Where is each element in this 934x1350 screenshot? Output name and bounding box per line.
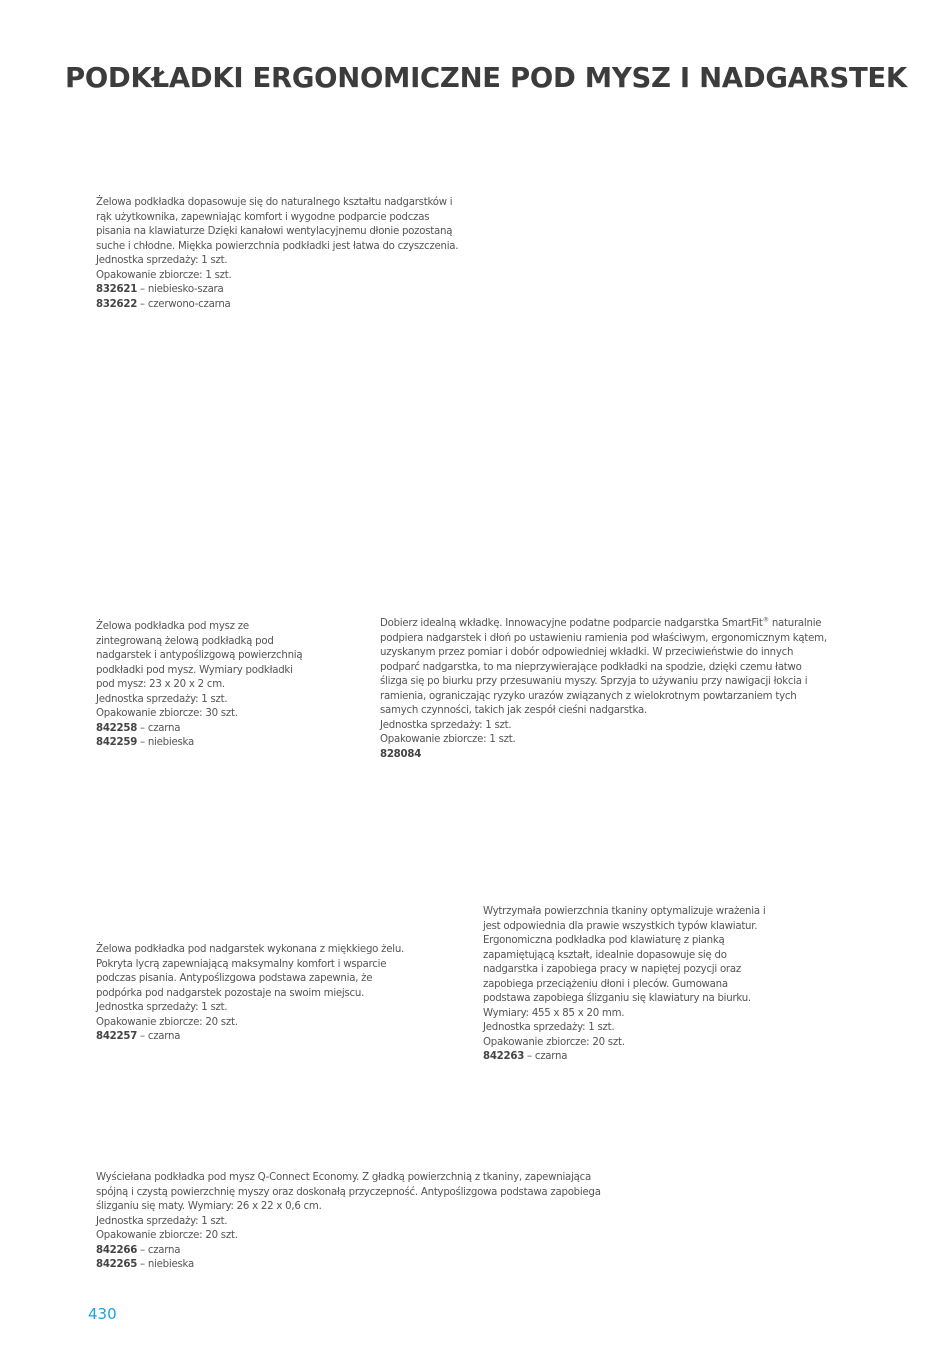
product-code: 842258 — [96, 722, 138, 734]
product-block-smartfit-wrist-support — [380, 617, 832, 762]
variant-label: – niebiesko-szara — [137, 284, 224, 295]
unit-sale: Jednostka sprzedaży: 1 szt. — [483, 1022, 615, 1033]
page-title: PODKŁADKI ERGONOMICZNE POD MYSZ I NADGARSTEK — [65, 62, 907, 94]
product-description: Dobierz idealną wkładkę. Innowacyjne podatne podparcie nadgarstka SmartFit® naturalnie podpiera nadgarstek i dłoń po ustawieniu ramienia pod właściwym, ergonomicznym kątem, uzyskanym przez pomiar i dobór odpowiedniej wkładki. W przeciwieństwie do innych podparć nadgarstka, to ma nieprzywierające podkładki na spodzie, dzięki czemu łatwo ślizga się po biurku przy przesuwaniu myszy. Sprzyja to używaniu przy nawigacji łokcia i ramienia, ograniczając ryzyko urazów związanych z wielokrotnym powtarzaniem tych samych czynności, takich jak zespół cieśni nadgarstka. — [380, 615, 827, 716]
product-code: 842266 — [96, 1244, 138, 1256]
variant-row — [96, 722, 314, 737]
product-block-keyboard-wrist-rest — [483, 905, 773, 1065]
page-number: 430 — [88, 1305, 117, 1323]
product-description: Żelowa podkładka pod mysz ze zintegrowaną żelową podkładką pod nadgarstek i antypoślizgową powierzchnią podkładki pod mysz. Wymiary podkładki pod mysz: 23 x 20 x 2 cm. — [96, 621, 303, 690]
variant-label: – czarna — [524, 1051, 568, 1062]
packaging: Opakowanie zbiorcze: 1 szt. — [96, 269, 232, 281]
product-code: 832621 — [96, 284, 138, 295]
unit-sale: Jednostka sprzedaży: 1 szt. — [96, 1002, 228, 1013]
unit-sale: Jednostka sprzedaży: 1 szt. — [96, 255, 228, 266]
variant-label: – czerwono-czarna — [137, 298, 231, 310]
variant-label: – niebieska — [137, 1259, 194, 1270]
variant-row — [96, 1030, 418, 1045]
packaging: Opakowanie zbiorcze: 20 szt. — [483, 1036, 625, 1048]
product-code: 832622 — [96, 298, 138, 310]
packaging: Opakowanie zbiorcze: 20 szt. — [96, 1230, 238, 1241]
product-code: 828084 — [380, 748, 422, 760]
unit-sale: Jednostka sprzedaży: 1 szt. — [96, 693, 228, 705]
packaging: Opakowanie zbiorcze: 1 szt. — [380, 734, 516, 745]
variant-row — [96, 298, 464, 313]
variant-label: – czarna — [137, 722, 181, 734]
product-code: 842259 — [96, 737, 138, 748]
product-code: 842265 — [96, 1259, 138, 1270]
variant-row — [380, 748, 832, 763]
packaging: Opakowanie zbiorcze: 20 szt. — [96, 1016, 238, 1028]
product-block-gel-wrist-rest — [96, 196, 464, 312]
variant-label: – czarna — [137, 1244, 181, 1256]
packaging: Opakowanie zbiorcze: 30 szt. — [96, 708, 238, 719]
product-block-gel-wrist-rest-lycra — [96, 943, 418, 1045]
variant-label: – niebieska — [137, 737, 194, 748]
product-description: Wyściełana podkładka pod mysz Q-Connect Economy. Z gładką powierzchnią z tkaniny, zapewniająca spójną i czystą powierzchnię myszy oraz doskonałą przyczepność. Antypoślizgowa podstawa zapobiega ślizganiu się maty. Wymiary: 26 x 22 x 0,6 cm. — [96, 1172, 601, 1212]
product-block-economy-mouse-pad — [96, 1171, 620, 1273]
variant-row — [96, 1258, 620, 1273]
unit-sale: Jednostka sprzedaży: 1 szt. — [96, 1215, 228, 1227]
product-code: 842263 — [483, 1051, 525, 1062]
product-block-gel-mouse-pad — [96, 620, 314, 751]
product-code: 842257 — [96, 1031, 138, 1042]
variant-row — [96, 736, 314, 751]
product-description: Żelowa podkładka pod nadgarstek wykonana z miękkiego żelu. Pokryta lycrą zapewniającą maksymalny komfort i wsparcie podczas pisania. Antypoślizgowa podstawa zapewnia, że podpórka pod nadgarstek pozostaje na swoim miejscu. — [96, 944, 405, 999]
unit-sale: Jednostka sprzedaży: 1 szt. — [380, 719, 512, 731]
product-description: Żelowa podkładka dopasowuje się do naturalnego kształtu nadgarstków i rąk użytkownika, zapewniając komfort i wygodne podparcie podczas pisania na klawiaturze Dzięki kanałowi wentylacyjnemu dłonie pozostaną suche i chłodne. Miękka powierzchnia podkładki jest łatwa do czyszczenia. — [96, 197, 459, 252]
variant-row — [96, 1244, 620, 1259]
variant-label: – czarna — [137, 1031, 181, 1042]
product-description: Wytrzymała powierzchnia tkaniny optymalizuje wrażenia i jest odpowiednia dla prawie wszystkich typów klawiatur. Ergonomiczna podkładka pod klawiaturę z pianką zapamiętującą kształt, idealnie dopasowuje się do nadgarstka i zapobiega pracy w napiętej pozycji oraz zapobiega przeciążeniu dłoni i pleców. Gumowana podstawa zapobiega ślizganiu się klawiatury na biurku. Wymiary: 455 x 85 x 20 mm. — [483, 906, 766, 1019]
variant-row — [483, 1050, 773, 1065]
variant-row — [96, 283, 464, 298]
registered-mark: ® — [762, 615, 769, 624]
